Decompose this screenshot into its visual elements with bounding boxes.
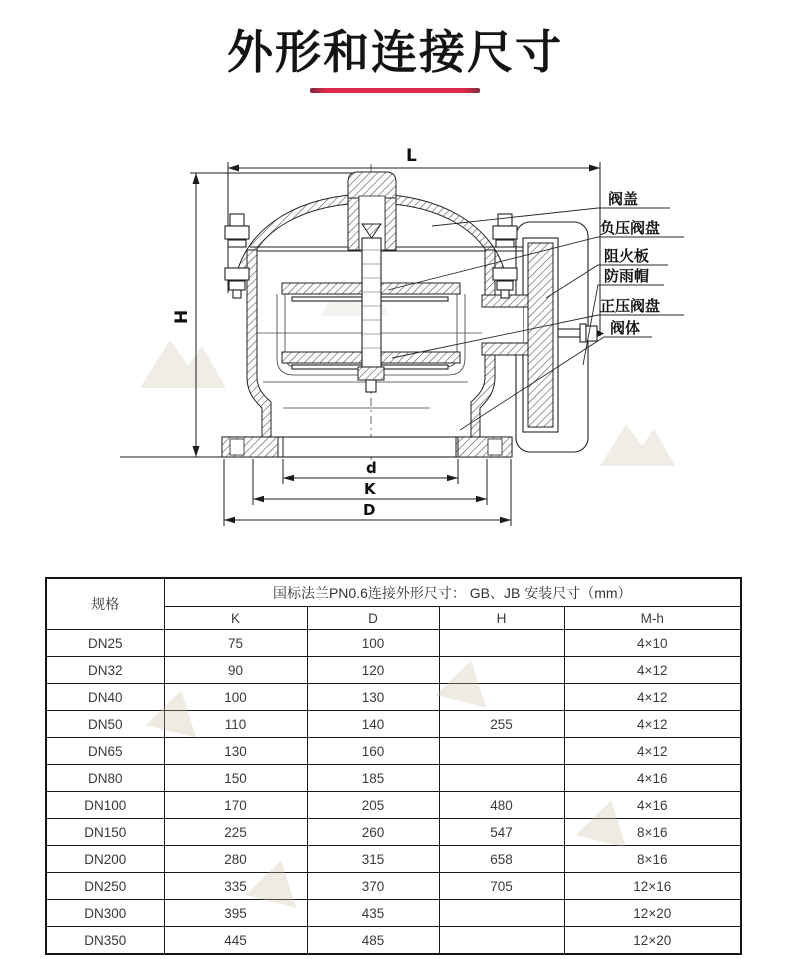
- cell-mh: 12×16: [564, 873, 741, 900]
- cell-d: 205: [307, 792, 439, 819]
- cell-mh: 4×10: [564, 630, 741, 657]
- cell-h: 705: [439, 873, 564, 900]
- cell-d: 160: [307, 738, 439, 765]
- table-row: [46, 900, 741, 927]
- header-col-H: H: [439, 607, 564, 630]
- header-col-K: K: [164, 607, 307, 630]
- cell-k: 100: [164, 684, 307, 711]
- part-label-positive-pressure-disc: 正压阀盘: [600, 298, 661, 315]
- dim-label-L: L: [406, 146, 417, 166]
- cell-h: [439, 765, 564, 792]
- valve-cross-section-diagram: [0, 130, 790, 577]
- table-row: [46, 765, 741, 792]
- cell-h: 547: [439, 819, 564, 846]
- part-label-rain-cap: 防雨帽: [604, 268, 650, 285]
- cell-k: 110: [164, 711, 307, 738]
- cell-k: 150: [164, 765, 307, 792]
- cell-spec: DN40: [46, 684, 164, 711]
- part-label-flame-arrestor: 阻火板: [604, 248, 650, 265]
- cell-d: 485: [307, 927, 439, 955]
- cell-d: 435: [307, 900, 439, 927]
- table-row: [46, 657, 741, 684]
- cell-spec: DN350: [46, 927, 164, 955]
- cell-mh: 8×16: [564, 846, 741, 873]
- cell-k: 280: [164, 846, 307, 873]
- cell-d: 140: [307, 711, 439, 738]
- table-row: [46, 684, 741, 711]
- table-row: [46, 927, 741, 955]
- cell-k: 225: [164, 819, 307, 846]
- cell-h: 658: [439, 846, 564, 873]
- valve-stem: [358, 238, 384, 392]
- header-group: 国标法兰PN0.6连接外形尺寸： GB、JB 安装尺寸（mm）: [164, 578, 741, 607]
- part-label-valve-body: 阀体: [610, 320, 641, 337]
- dim-label-D: D: [363, 501, 376, 519]
- bottom-flange: [222, 437, 512, 457]
- cell-mh: 8×16: [564, 819, 741, 846]
- cell-k: 90: [164, 657, 307, 684]
- cell-mh: 4×16: [564, 792, 741, 819]
- table-row: [46, 846, 741, 873]
- cell-mh: 4×16: [564, 765, 741, 792]
- cell-h: [439, 630, 564, 657]
- dim-label-H: H: [172, 309, 192, 324]
- cell-h: [439, 657, 564, 684]
- cell-d: 370: [307, 873, 439, 900]
- page-title: 外形和连接尺寸: [227, 25, 563, 79]
- cell-d: 185: [307, 765, 439, 792]
- cell-spec: DN50: [46, 711, 164, 738]
- table-row: [46, 792, 741, 819]
- cell-spec: DN32: [46, 657, 164, 684]
- cell-k: 130: [164, 738, 307, 765]
- cell-spec: DN200: [46, 846, 164, 873]
- cell-d: 315: [307, 846, 439, 873]
- cell-d: 100: [307, 630, 439, 657]
- dimensions-table: [45, 577, 742, 955]
- dim-label-K: K: [364, 480, 376, 498]
- part-label-negative-pressure-disc: 负压阀盘: [600, 220, 661, 237]
- cell-d: 130: [307, 684, 439, 711]
- cell-mh: 12×20: [564, 927, 741, 955]
- table-row: [46, 711, 741, 738]
- dim-label-d: d: [366, 459, 377, 477]
- title-underline-accent: [310, 88, 480, 93]
- cell-k: 445: [164, 927, 307, 955]
- header-col-D: D: [307, 607, 439, 630]
- table-row: [46, 738, 741, 765]
- cell-mh: 4×12: [564, 738, 741, 765]
- cell-mh: 4×12: [564, 684, 741, 711]
- cell-spec: DN150: [46, 819, 164, 846]
- cell-d: 120: [307, 657, 439, 684]
- cell-spec: DN100: [46, 792, 164, 819]
- cell-h: [439, 927, 564, 955]
- cell-k: 395: [164, 900, 307, 927]
- cell-mh: 4×12: [564, 711, 741, 738]
- header-spec: 规格: [46, 578, 164, 630]
- cell-h: [439, 900, 564, 927]
- flame-arrestor-plate: [523, 238, 558, 432]
- cell-mh: 4×12: [564, 657, 741, 684]
- part-labels: [600, 190, 660, 337]
- cell-h: [439, 738, 564, 765]
- table-row: [46, 819, 741, 846]
- cell-k: 335: [164, 873, 307, 900]
- table-row: [46, 873, 741, 900]
- part-label-valve-cover: 阀盖: [608, 191, 639, 208]
- cell-h: [439, 684, 564, 711]
- cell-h: 255: [439, 711, 564, 738]
- cell-k: 170: [164, 792, 307, 819]
- cell-mh: 12×20: [564, 900, 741, 927]
- cell-spec: DN300: [46, 900, 164, 927]
- cell-spec: DN250: [46, 873, 164, 900]
- cell-h: 480: [439, 792, 564, 819]
- table-row: [46, 630, 741, 657]
- header-col-M-h: M-h: [564, 607, 741, 630]
- cell-spec: DN25: [46, 630, 164, 657]
- cell-spec: DN65: [46, 738, 164, 765]
- cell-d: 260: [307, 819, 439, 846]
- outlet-neck: [482, 295, 528, 355]
- cell-spec: DN80: [46, 765, 164, 792]
- cell-k: 75: [164, 630, 307, 657]
